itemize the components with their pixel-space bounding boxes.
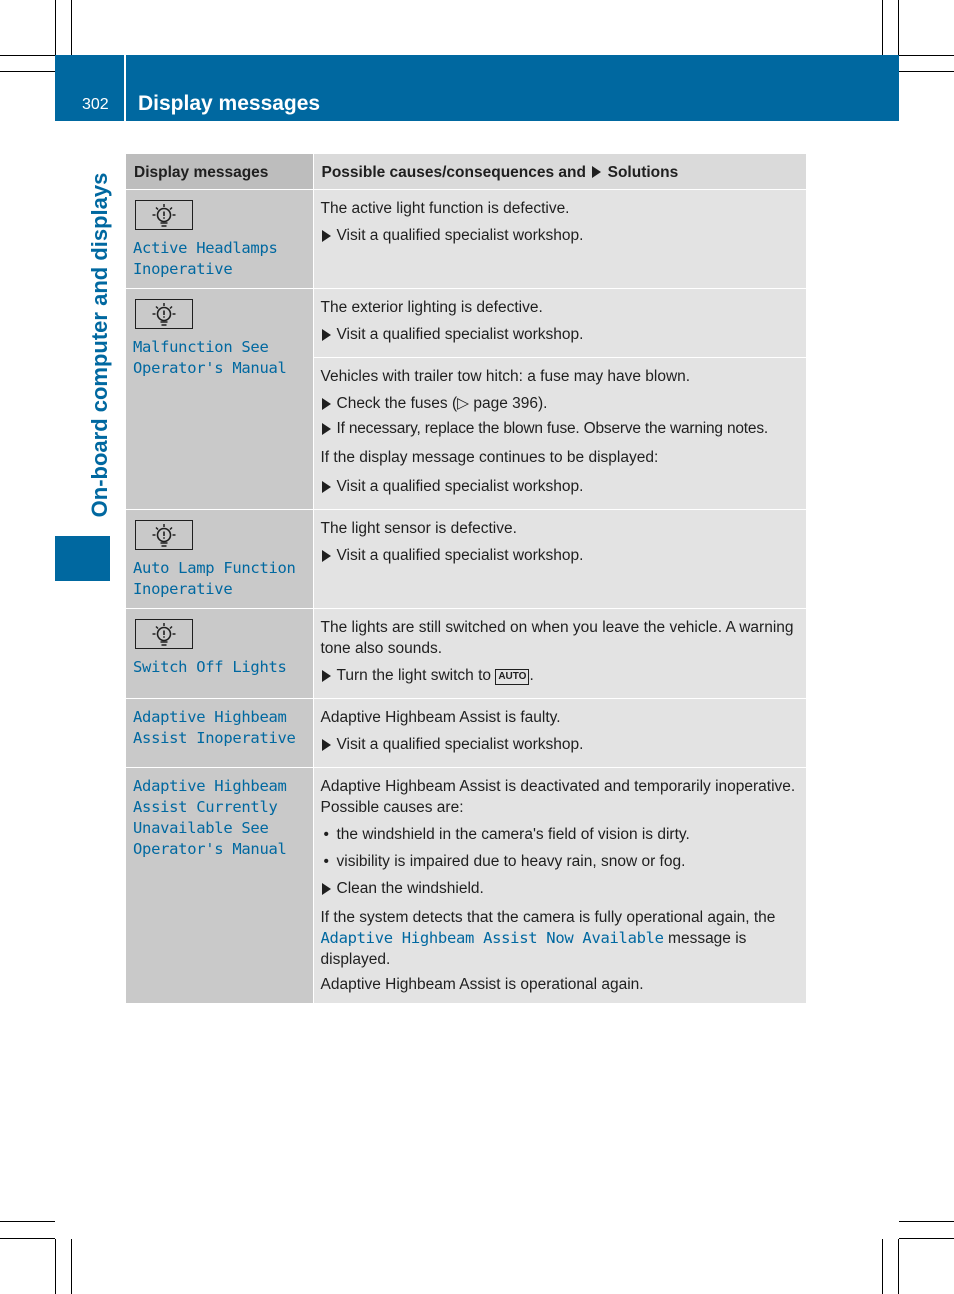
cause-text: Adaptive Highbeam Assist is faulty. (320, 709, 561, 726)
crop-mark (899, 71, 954, 72)
table-row (126, 768, 806, 1004)
page-ref-icon: ▷ (457, 395, 470, 412)
crop-mark (0, 55, 55, 56)
cause-text: Vehicles with trailer tow hitch: a fuse may have blown. (320, 368, 691, 385)
side-tab-label: On-board computer and displays (87, 172, 112, 518)
action-text: . (529, 667, 534, 684)
lamp-fault-icon (135, 200, 193, 230)
action-step: Visit a qualified specialist workshop. (321, 476, 799, 497)
cause-text: The active light function is defective. (320, 200, 570, 217)
display-messages-table (126, 154, 806, 1003)
message-cell (126, 289, 313, 510)
display-message-line: Adaptive Highbeam (133, 708, 287, 726)
header-separator (124, 55, 126, 121)
crop-mark (55, 1239, 56, 1294)
display-message-line: Unavailable See (133, 819, 269, 837)
info-text (321, 907, 799, 970)
info-text-a: If the system detects that the camera is fully operational again, the (320, 909, 776, 926)
action-step: Visit a qualified specialist workshop. (321, 545, 799, 566)
cause-text: The lights are still switched on when you leave the vehicle. A warning tone also sounds. (320, 619, 794, 657)
bullet-item: • visibility is impaired due to heavy rain, snow or fog. (321, 851, 799, 872)
solution-cell (313, 609, 806, 699)
action-text: Check the fuses ( (336, 395, 458, 412)
table-row (126, 609, 806, 699)
action-text: Turn the light switch to (336, 667, 491, 684)
action-step: Visit a qualified specialist workshop. (321, 324, 799, 345)
crop-mark (898, 1239, 899, 1294)
lamp-fault-icon (135, 299, 193, 329)
solution-cell (313, 699, 806, 768)
table-row (126, 510, 806, 609)
display-message-line: Inoperative (133, 580, 233, 598)
auto-switch-icon: AUTO (495, 669, 529, 685)
action-step: Visit a qualified specialist workshop. (321, 734, 799, 755)
table-row (126, 190, 806, 289)
crop-mark (899, 1221, 954, 1222)
display-message-line: Malfunction See (133, 338, 269, 356)
lamp-fault-icon (135, 619, 193, 649)
cause-text: Adaptive Highbeam Assist is deactivated and temporarily inoperative. Possible causes are: (320, 778, 796, 816)
crop-mark (0, 1238, 55, 1239)
lamp-fault-icon (135, 520, 193, 550)
column-header-causes (313, 154, 806, 190)
action-step: Visit a qualified specialist workshop. (321, 225, 799, 246)
action-step: Clean the windshield. (321, 878, 799, 899)
side-tab-marker (55, 536, 110, 581)
display-message-line: Operator's Manual (133, 359, 287, 377)
message-cell (126, 609, 313, 699)
crop-mark (899, 1238, 954, 1239)
display-message-line: Switch Off Lights (133, 658, 287, 676)
crop-mark (55, 0, 56, 55)
message-cell (126, 699, 313, 768)
action-step (321, 393, 799, 414)
crop-mark (0, 71, 55, 72)
column-header-solutions-text: Solutions (607, 164, 679, 181)
display-message-line: Operator's Manual (133, 840, 287, 858)
solution-cell (313, 289, 806, 358)
result-text: Adaptive Highbeam Assist is operational again. (320, 976, 644, 993)
message-cell (126, 768, 313, 1004)
display-message-inline: Adaptive Highbeam Assist Now Available (320, 929, 664, 947)
display-message-line: Assist Currently (133, 798, 278, 816)
cause-text: The exterior lighting is defective. (320, 299, 543, 316)
table-row (126, 699, 806, 768)
info-text-b: message is displayed. (320, 930, 747, 968)
crop-mark (898, 0, 899, 55)
crop-mark (71, 0, 72, 55)
solution-cell (313, 510, 806, 609)
triangle-right-icon (592, 166, 601, 178)
display-message-line: Inoperative (133, 260, 233, 278)
message-cell (126, 510, 313, 609)
crop-mark (882, 1239, 883, 1294)
bullet-item: • the windshield in the camera's field of vision is dirty. (321, 824, 799, 845)
column-header-causes-text: Possible causes/consequences and (321, 164, 586, 181)
display-message-line: Active Headlamps (133, 239, 278, 257)
crop-mark (882, 0, 883, 55)
message-cell (126, 190, 313, 289)
action-step: If necessary, replace the blown fuse. Observe the warning notes. (321, 418, 799, 439)
table-header-row (126, 154, 806, 190)
solution-cell (313, 358, 806, 510)
display-message-line: Adaptive Highbeam (133, 777, 287, 795)
display-message-line: Auto Lamp Function (133, 559, 296, 577)
page-number: 302 (82, 96, 109, 113)
action-step (321, 665, 799, 686)
column-header-display-messages: Display messages (126, 154, 313, 190)
display-message-line: Assist Inoperative (133, 729, 296, 747)
cause-text: The light sensor is defective. (320, 520, 517, 537)
crop-mark (71, 1239, 72, 1294)
solution-cell (313, 190, 806, 289)
crop-mark (0, 1221, 55, 1222)
action-text: page 396). (469, 395, 548, 412)
table-row (126, 289, 806, 358)
page-title: Display messages (138, 92, 321, 115)
note-text: If the display message continues to be displayed: (320, 449, 659, 466)
solution-cell (313, 768, 806, 1004)
crop-mark (899, 55, 954, 56)
